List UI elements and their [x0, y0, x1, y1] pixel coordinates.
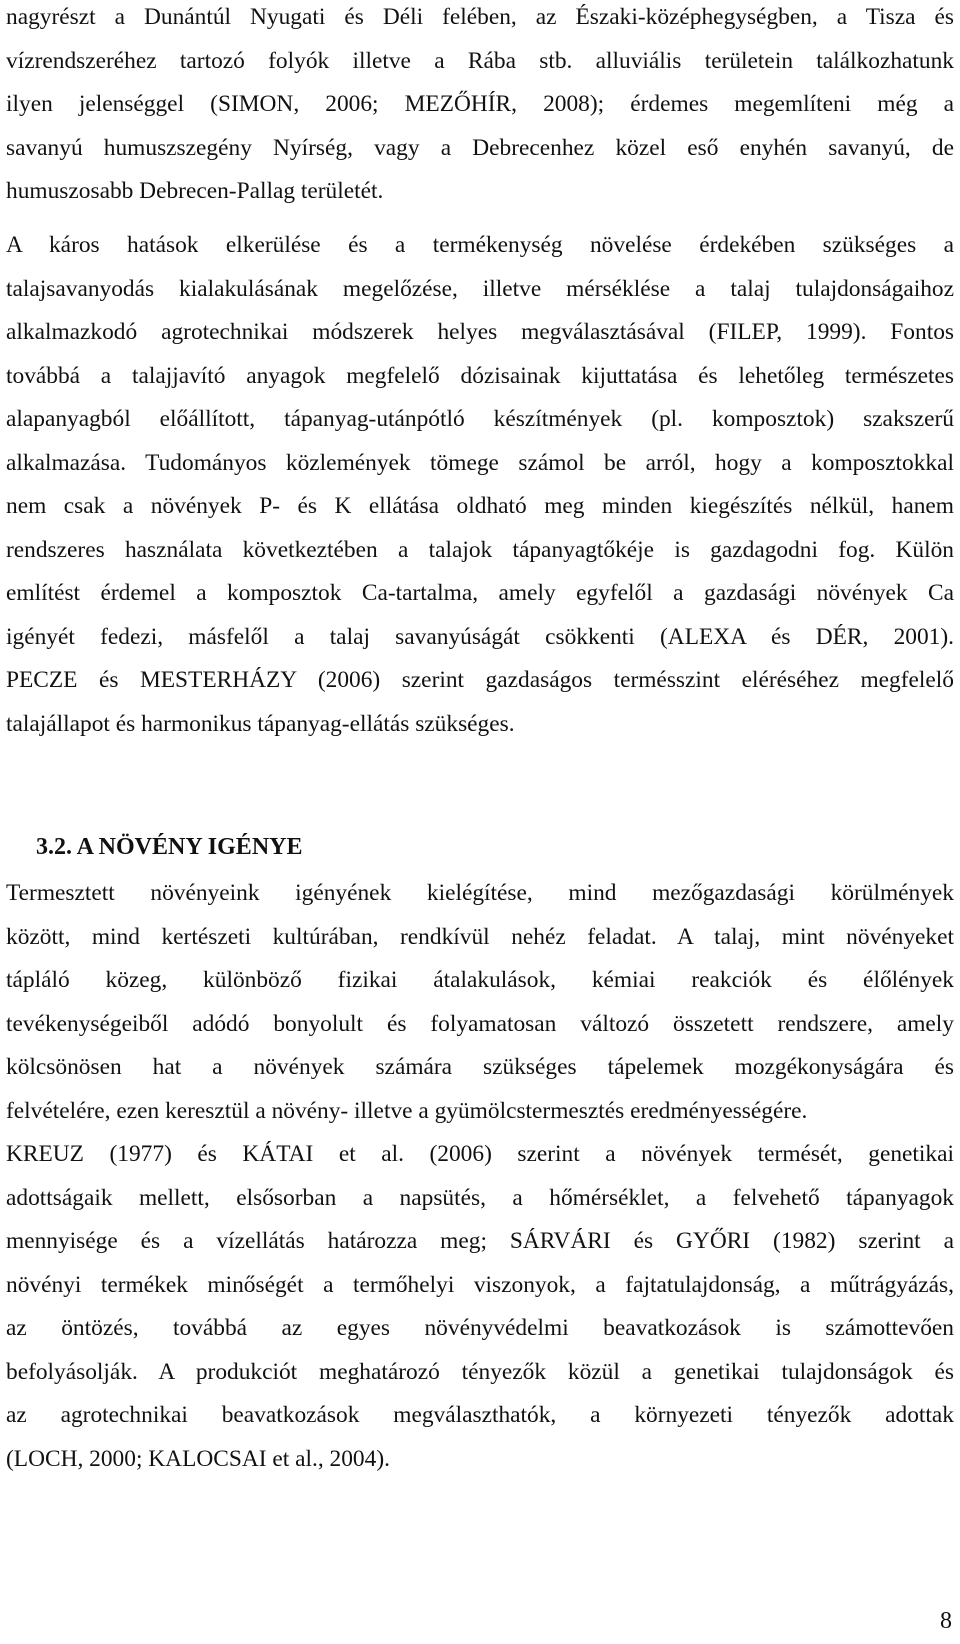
text-line: rendszeres használata következtében a talajok tápanyagtőkéje is gazdagodni fog. Külön — [6, 536, 954, 563]
text-line: növényi termékek minőségét a termőhelyi viszonyok, a fajtatulajdonság, a műtrágyázás, — [6, 1271, 954, 1298]
text-line: alkalmazkodó agrotechnikai módszerek helyes megválasztásával (FILEP, 1999). Fontos — [6, 319, 954, 345]
text-line: alapanyagból előállított, tápanyag-utánpótló készítmények (pl. komposztok) szakszerű — [6, 406, 954, 432]
text-line: nagyrészt a Dunántúl Nyugati és Déli felében, az Északi-középhegységben, a Tisza és — [6, 4, 954, 30]
paragraph-2 — [6, 224, 954, 746]
text-line: továbbá a talajjavító anyagok megfelelő dózisainak kijuttatása és lehetőleg természetes — [6, 362, 954, 389]
text-line: (LOCH, 2000; KALOCSAI et al., 2004). — [6, 1445, 390, 1472]
text-line: vízrendszeréhez tartozó folyók illetve a Rába stb. alluviális területein találkozhatunk — [6, 47, 954, 74]
text-line: Termesztett növényeink igényének kielégítése, mind mezőgazdasági körülmények — [6, 880, 954, 906]
text-line: ilyen jelenséggel (SIMON, 2006; MEZŐHÍR, 2008); érdemes megemlíteni még a — [6, 91, 954, 117]
text-line: alkalmazása. Tudományos közlemények tömege számol be arról, hogy a komposztokkal — [6, 449, 954, 476]
text-line: PECZE és MESTERHÁZY (2006) szerint gazdaságos termésszint eléréséhez megfelelő — [6, 667, 954, 693]
text-line: befolyásolják. A produkciót meghatározó tényezők közül a genetikai tulajdonságok és — [6, 1358, 954, 1385]
text-line: az agrotechnikai beavatkozások megválaszthatók, a környezeti tényezők adottak — [6, 1402, 954, 1428]
text-line: nem csak a növények P- és K ellátása oldható meg minden kiegészítés nélkül, hanem — [6, 493, 954, 519]
paragraph-1 — [6, 0, 954, 214]
text-line: talajállapot és harmonikus tápanyag-ellátás szükséges. — [6, 710, 515, 737]
text-line: mennyisége és a vízellátás határozza meg; SÁRVÁRI és GYŐRI (1982) szerint a — [6, 1228, 954, 1254]
text-line: az öntözés, továbbá az egyes növényvédelmi beavatkozások is számottevően — [6, 1315, 954, 1341]
text-line: tevékenységeiből adódó bonyolult és folyamatosan változó összetett rendszere, amely — [6, 1010, 954, 1037]
paragraph-3 — [6, 872, 954, 1481]
text-line: kölcsönösen hat a növények számára szükséges tápelemek mozgékonyságára és — [6, 1054, 954, 1080]
text-line: humuszosabb Debrecen-Pallag területét. — [6, 178, 384, 204]
text-line: talajsavanyodás kialakulásának megelőzése, illetve mérséklése a talaj tulajdonságaihoz — [6, 275, 954, 302]
text-line: savanyú humuszszegény Nyírség, vagy a Debrecenhez közel eső enyhén savanyú, de — [6, 134, 954, 161]
text-line: A káros hatások elkerülése és a termékenység növelése érdekében szükséges a — [6, 232, 954, 258]
text-line: igényét fedezi, másfelől a talaj savanyúságát csökkenti (ALEXA és DÉR, 2001). — [6, 623, 954, 650]
page-number: 8 — [940, 1608, 952, 1634]
text-line: említést érdemel a komposztok Ca-tartalma, amely egyfelől a gazdasági növények Ca — [6, 580, 954, 606]
text-line: KREUZ (1977) és KÁTAI et al. (2006) szerint a növények termését, genetikai — [6, 1141, 954, 1167]
section-heading: 3.2. A NÖVÉNY IGÉNYE — [36, 834, 303, 860]
text-line: tápláló közeg, különböző fizikai átalakulások, kémiai reakciók és élőlények — [6, 967, 954, 993]
text-line: adottságaik mellett, elsősorban a napsütés, a hőmérséklet, a felvehető tápanyagok — [6, 1184, 954, 1211]
text-line: felvételére, ezen keresztül a növény- illetve a gyümölcstermesztés eredményességére. — [6, 1097, 808, 1124]
text-line: között, mind kertészeti kultúrában, rendkívül nehéz feladat. A talaj, mint növényeket — [6, 923, 954, 950]
